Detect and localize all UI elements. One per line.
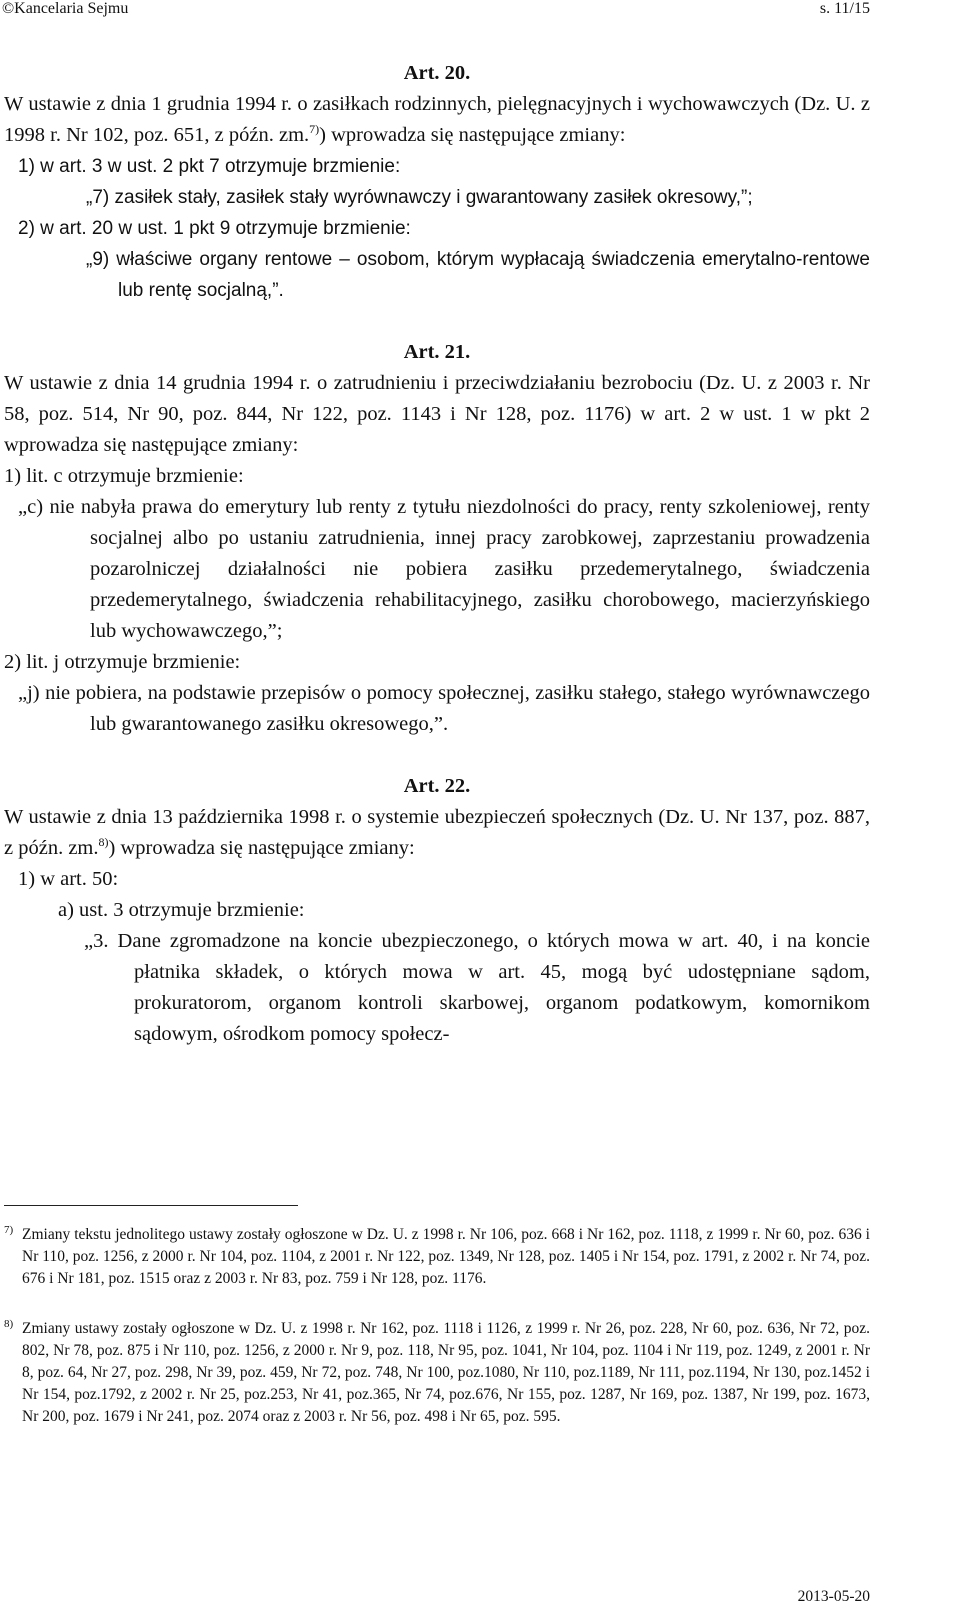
header-source: ©Kancelaria Sejmu: [2, 0, 129, 17]
quoted-provision: „7) zasiłek stały, zasiłek stały wyrównawczy i gwarantowany zasiłek okresowy,”;: [86, 187, 753, 208]
footnotes: [4, 1205, 870, 1456]
footnote-text: Zmiany ustawy zostały ogłoszone w Dz. U. z 1998 r. Nr 162, poz. 1118 i 1126, z 1999 r. Nr 26, poz. 228, Nr 60, poz. 636, Nr 72, poz. 802, Nr 78, poz. 875 i Nr 110, poz. 1256, z 2000 r. Nr 9, poz. 118, Nr 95, poz. 1041, Nr 104, poz. 1104 i Nr 119, poz. 1249, z 2001 r. Nr 8, poz. 64, Nr 27, poz. 298, Nr 39, poz. 459, Nr 72, poz. 748, Nr 100, poz.1080, Nr 110, poz.1189, Nr 111, poz.1194, Nr 130, poz.1452 i Nr 154, poz.1792, z 2002 r. Nr 25, poz.253, Nr 41, poz.365, Nr 74, poz.676, Nr 155, poz. 1287, Nr 169, poz. 1387, Nr 199, poz. 1673, Nr 200, poz. 1679 i Nr 241, poz. 2074 oraz z 2003 r. Nr 56, poz. 498 i Nr 65, poz. 595.: [22, 1320, 870, 1425]
intro-text: W ustawie z dnia 13 października 1998 r. o systemie ubezpieczeń społecznych (Dz. U. Nr 137, poz. 887, z późn. zm.: [4, 806, 870, 859]
intro-text-end: ) wprowadza się następujące zmiany:: [108, 837, 415, 859]
list-item: 1) w art. 3 w ust. 2 pkt 7 otrzymuje brzmienie:: [18, 156, 401, 177]
list-item: 2) lit. j otrzymuje brzmienie:: [4, 651, 241, 673]
intro-text: W ustawie z dnia 1 grudnia 1994 r. o zasiłkach rodzinnych, pielęgnacyjnych i wychowawczych (Dz. U. z 1998 r. Nr 102, poz. 651, z późn. zm.: [4, 93, 870, 146]
footnote: [4, 1224, 870, 1290]
quoted-provision: „c) nie nabyła prawa do emerytury lub renty z tytułu niezdolności do pracy, renty szkoleniowej, renty socjalnej albo po ustaniu zatrudnienia, innej pracy zarobkowej, zaprzestaniu prowadzenia pozarolniczej działalności nie pobiera zasiłku przedemerytalnego, świadczenia przedemerytalnego, świadczenia rehabilitacyjnego, zasiłku chorobowego, macierzyńskiego lub wychowawczego,”;: [18, 496, 870, 642]
footnote-ref: 7): [309, 122, 320, 137]
sub-list-item: a) ust. 3 otrzymuje brzmienie:: [58, 899, 305, 921]
article-20: [4, 58, 870, 306]
page-header: [0, 0, 870, 22]
quoted-provision: „9) właściwe organy rentowe – osobom, którym wypłacają świadczenia emerytalno-rentowe lub rentę socjalną,”.: [86, 249, 870, 301]
quoted-provision: „3. Dane zgromadzone na koncie ubezpieczonego, o których mowa w art. 40, i na koncie płatnika składek, o których mowa w art. 45, mogą być udostępniane sądom, prokuratorom, organom kontroli skarbowej, organom podatkowym, komornikom sądowym, ośrodkom pomocy społecz-: [84, 930, 870, 1045]
article-title: Art. 22.: [403, 775, 471, 797]
footnote: [4, 1318, 870, 1428]
article-title: Art. 20.: [403, 62, 471, 84]
article-title: Art. 21.: [403, 341, 471, 363]
list-item: 2) w art. 20 w ust. 1 pkt 9 otrzymuje brzmienie:: [18, 218, 411, 239]
footer-date: 2013-05-20: [797, 1588, 870, 1605]
document-body: [4, 58, 870, 1050]
list-item: 1) w art. 50:: [18, 868, 119, 890]
article-intro: [4, 89, 870, 151]
footnote-number: 8): [4, 1318, 14, 1330]
footnote-divider: [4, 1205, 298, 1206]
page-number: s. 11/15: [819, 0, 870, 17]
intro-text-end: ) wprowadza się następujące zmiany:: [319, 124, 626, 146]
article-intro: W ustawie z dnia 14 grudnia 1994 r. o zatrudnieniu i przeciwdziałaniu bezrobociu (Dz. U. z 2003 r. Nr 58, poz. 514, Nr 90, poz. 844, Nr 122, poz. 1143 i Nr 128, poz. 1176) w art. 2 w ust. 1 w pkt 2 wprowadza się następujące zmiany:: [4, 372, 870, 456]
article-21: [4, 337, 870, 740]
quoted-provision: „j) nie pobiera, na podstawie przepisów o pomocy społecznej, zasiłku stałego, stałego wyrównawczego lub gwarantowanego zasiłku okresowego,”.: [18, 682, 870, 735]
article-22: [4, 771, 870, 1050]
footnote-number: 7): [4, 1224, 14, 1236]
list-item: 1) lit. c otrzymuje brzmienie:: [4, 465, 244, 487]
article-intro: [4, 802, 870, 864]
footnote-text: Zmiany tekstu jednolitego ustawy zostały ogłoszone w Dz. U. z 1998 r. Nr 106, poz. 668 i Nr 162, poz. 1118, z 1999 r. Nr 60, poz. 636 i Nr 110, poz. 1256, z 2000 r. Nr 104, poz. 1104, z 2001 r. Nr 122, poz. 1349, Nr 128, poz. 1405 i Nr 154, poz. 1791, z 2002 r. Nr 74, poz. 676 i Nr 181, poz. 1515 oraz z 2003 r. Nr 83, poz. 759 i Nr 128, poz. 1176.: [22, 1226, 870, 1287]
footnote-ref: 8): [98, 835, 109, 850]
